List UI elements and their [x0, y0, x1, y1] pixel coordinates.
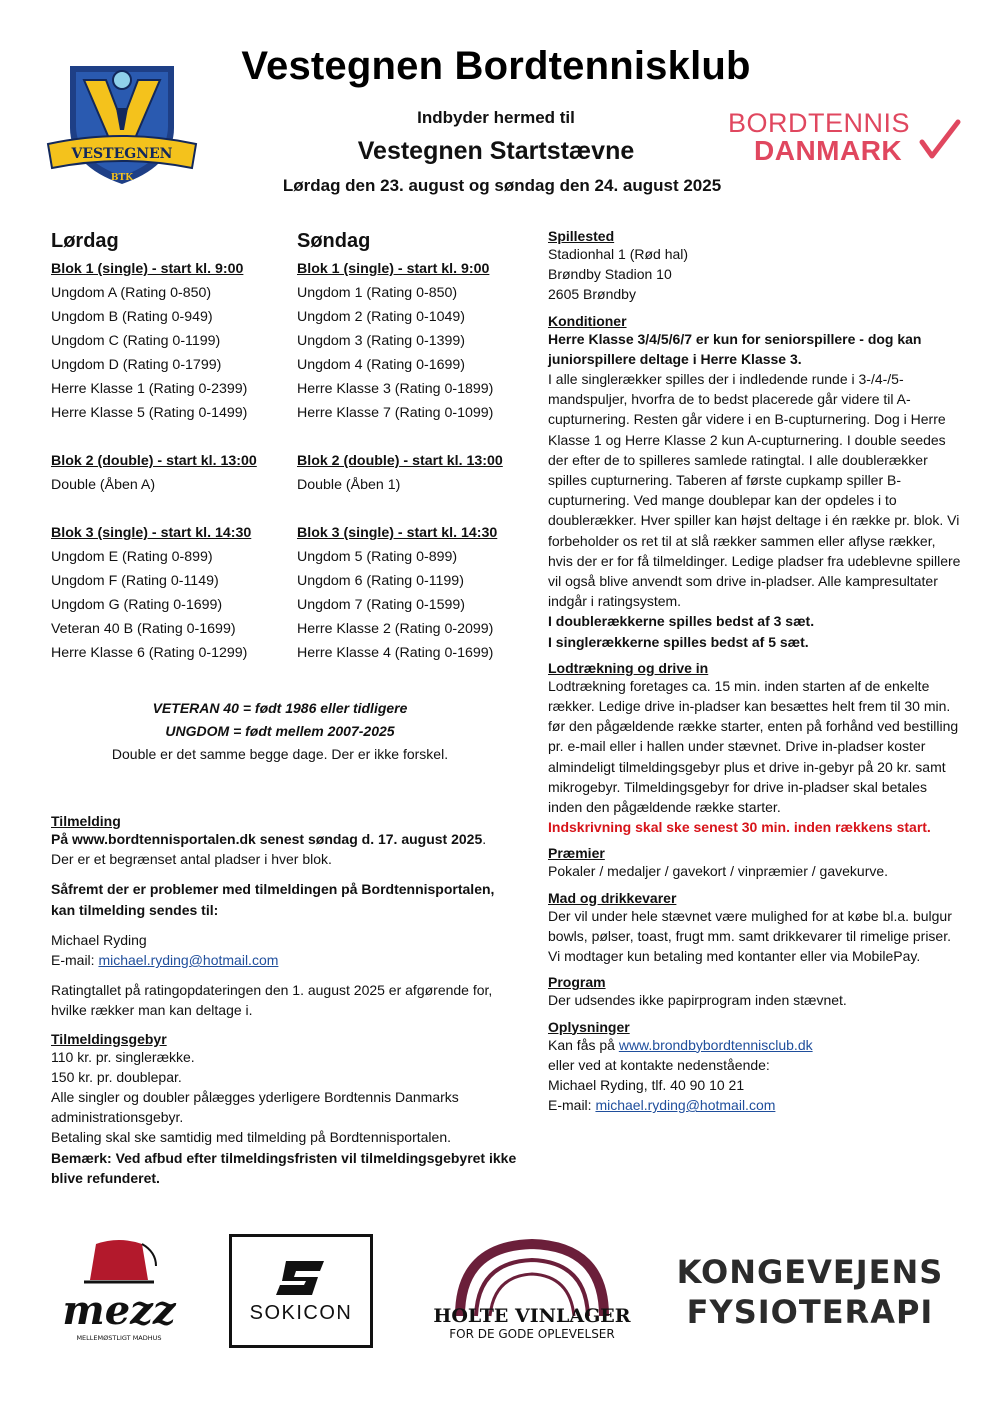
sat-block-3-title: Blok 3 (single) - start kl. 14:30 [51, 525, 252, 541]
spillested-heading: Spillested [548, 228, 615, 244]
tilmelding-portal: På www.bordtennisportalen.dk senest søndag d. 17. august 2025 [51, 831, 483, 847]
sokicon-logo [229, 1234, 373, 1348]
svg-text:BORDTENNIS: BORDTENNIS [728, 108, 911, 138]
sat-item: Herre Klasse 1 (Rating 0-2399) [51, 381, 248, 397]
veteran-note: VETERAN 40 = født 1986 eller tidligere [152, 700, 408, 716]
oplysninger-heading: Oplysninger [548, 1018, 630, 1035]
sun-item: Ungdom 6 (Rating 0-1199) [297, 573, 464, 589]
konditioner-intro: Herre Klasse 3/4/5/6/7 er kun for seniorspillere - dog kan juniorspillere deltage i Herre Klasse 3. [548, 330, 922, 367]
gebyr-payment: Betaling skal ske samtidig med tilmelding på Bordtennisportalen. [51, 1129, 451, 1146]
tilmelding-problem: Såfremt der er problemer med tilmeldingen på Bordtennisportalen, kan tilmelding sendes til: [51, 881, 495, 918]
sat-item: Herre Klasse 5 (Rating 0-1499) [51, 405, 248, 421]
konditioner-single-sets: I singlerækkerne spilles bedst af 5 sæt. [548, 633, 809, 650]
sat-item: Ungdom G (Rating 0-1699) [51, 597, 223, 613]
age-notes [50, 697, 510, 766]
event-name: Vestegnen Startstævne [357, 137, 635, 165]
svg-text:mezz: mezz [62, 1287, 176, 1334]
event-dates: Lørdag den 23. august og søndag den 24. august 2025 [282, 176, 722, 195]
sun-item: Ungdom 4 (Rating 0-1699) [297, 357, 465, 373]
sat-block-1-title: Blok 1 (single) - start kl. 9:00 [51, 261, 244, 277]
oplysninger-line2: eller ved at kontakte nedenstående: [548, 1056, 770, 1073]
contact-name: Michael Ryding [51, 931, 147, 948]
saturday-heading: Lørdag [51, 230, 119, 252]
info-column: Spillested Stadionhal 1 (Rød hal) Brøndby Stadion 10 2605 Brøndby Konditioner Herre Klasse 3/4/5/6/7 er kun for seniorspillere - dog kan juniorspillere deltage i Herre Klasse 3. I alle singlerækker spilles der i indledende runde i 3-/4-/5-mandspuljer, hvorfra de to bedst placerede går videre til A-cupturnering. Resten går videre i en B-cupturnering. Dog i Herre Klasse 1 og Herre Klasse 2 kun A-cupturnering. I double seedes der efter de to spilleres samlede ratingtal. I alle doublerækker spilles cupturnering. Taberen af første cupkamp spiller B-cupturnering. Ved mange doublepar kan der opdeles i to doublerækker. Hver spiller kan højst deltage i én række pr. blok. Vi forbeholder os ret til at slå rækker sammen eller aflyse rækker, hvis der er for få tilmeldinger. Ledige pladser fra udeblevne spillere vil også blive anvendt som drive in-pladser. Alle kampresultater indgår i ratingsystem. I doublerækkerne spilles bedst af 3 sæt. I singlerækkerne spilles bedst af 5 sæt. Lodtrækning og drive in Lodtrækning foretages ca. 15 min. inden starten af de enkelte rækker. Ledige drive in-pladser kan besættes helt frem til 30 min. før den pågældende række starter, enten på forhånd ved bestilling pr. e-mail eller i hallen under stævnet. Drive in-pladser koster almindeligt tilmeldingsgebyr plus et drive in-gebyr på 20 kr. samt mikrogebyr. Tilmeldingsgebyr for drive in-pladser skal betales inden den pågældende række starter. Indskrivning skal ske senest 30 min. inden rækkens start. Præmier Pokaler / medaljer / gavekort / vinpræmier / gavekurve. Mad og drikkevarer Der vil under hele stævnet være mulighed for at købe bl.a. bulgur bowls, pølser, toast, frugt mm. samt drikkevarer til rimelige priser. Vi modtager kun betaling med kontanter eller via MobilePay. Program Der udsendes ikke papirprogram inden stævnet. Oplysninger Kan fås på www.brondbybordtennisclub.dk eller ved at kontakte nedenstående: Michael Ryding, tlf. 40 90 10 21 E-mail: michael.ryding@hotmail.com [548, 228, 963, 1121]
tilmelding-heading: Tilmelding [51, 813, 121, 829]
sun-block-2-title: Blok 2 (double) - start kl. 13:00 [297, 453, 503, 469]
sat-item: Veteran 40 B (Rating 0-1699) [51, 621, 236, 637]
sun-item: Herre Klasse 7 (Rating 0-1099) [297, 405, 494, 421]
tilmelding-limit: Der er et begrænset antal pladser i hver blok. [51, 851, 332, 868]
venue-line: 2605 Brøndby [548, 286, 636, 303]
svg-text:DANMARK: DANMARK [754, 135, 903, 166]
sat-item: Ungdom D (Rating 0-1799) [51, 357, 222, 373]
sun-item: Herre Klasse 4 (Rating 0-1699) [297, 645, 494, 661]
invite-text: Indbyder hermed til [417, 108, 575, 127]
sat-item: Ungdom A (Rating 0-850) [51, 285, 212, 301]
mezz-logo [44, 1236, 194, 1346]
sat-item: Ungdom E (Rating 0-899) [51, 549, 213, 565]
mad-text: Der vil under hele stævnet være mulighed for at købe bl.a. bulgur bowls, pølser, toast, frugt mm. samt drikkevarer til rimelige priser. [548, 907, 952, 944]
program-heading: Program [548, 974, 606, 991]
sunday-heading: Søndag [297, 230, 371, 252]
holte-vinlager-logo [420, 1236, 644, 1346]
double-note: Double er det samme begge dage. Der er ikke forskel. [111, 746, 449, 762]
page-title: Vestegnen Bordtennisklub [241, 44, 751, 88]
club-logo-sub: BTK [110, 173, 134, 183]
kongevejens-fysioterapi-logo: KONGEVEJENS FYSIOTERAPI [676, 1253, 944, 1331]
gebyr-heading: Tilmeldingsgebyr [51, 1030, 167, 1047]
sat-item: Herre Klasse 6 (Rating 0-1299) [51, 645, 248, 661]
gebyr-single: 110 kr. pr. singlerække. [51, 1048, 195, 1065]
sun-item: Herre Klasse 2 (Rating 0-2099) [297, 621, 494, 637]
sponsor-bar [0, 1230, 992, 1350]
svg-text:HOLTE VINLAGER: HOLTE VINLAGER [433, 1305, 631, 1327]
ungdom-note: UNGDOM = født mellem 2007-2025 [165, 723, 395, 739]
lodtraekning-heading: Lodtrækning og drive in [548, 659, 709, 676]
sun-item: Double (Åben 1) [297, 477, 401, 493]
lodtraekning-deadline: Indskrivning skal ske senest 30 min. inden rækkens start. [548, 819, 931, 836]
sat-item: Double (Åben A) [51, 477, 156, 493]
sun-item: Herre Klasse 3 (Rating 0-1899) [297, 381, 494, 397]
konditioner-double-sets: I doublerækkerne spilles bedst af 3 sæt. [548, 613, 815, 630]
sat-item: Ungdom B (Rating 0-949) [51, 309, 213, 325]
mad-heading: Mad og drikkevarer [548, 889, 677, 906]
sun-item: Ungdom 1 (Rating 0-850) [297, 285, 458, 301]
gebyr-warning: Bemærk: Ved afbud efter tilmeldingsfristen vil tilmeldingsgebyret ikke blive refunderet. [51, 1149, 517, 1186]
sat-item: Ungdom C (Rating 0-1199) [51, 333, 221, 349]
contact-email-link[interactable]: michael.ryding@hotmail.com [98, 952, 279, 969]
rating-note: Ratingtallet på ratingopdateringen den 1. august 2025 er afgørende for, hvilke rækker man kan deltage i. [51, 982, 493, 1019]
sun-item: Ungdom 7 (Rating 0-1599) [297, 597, 465, 613]
konditioner-text: I alle singlerækker spilles der i indledende runde i 3-/4-/5-mandspuljer, hvorfra de to bedst placerede går videre til A-cupturnering. Resten går videre i en B-cupturnering. Dog i Herre Klasse 1 og Herre Klasse 2 kun A-cupturnering. I double seedes der efter de to spilleres samlede ratingtal. I alle doublerækker spilles cupturnering. Taberen af første cupkamp spiller B-cupturnering. Ved mange doublepar kan der opdeles i to doublerækker. Hver spiller kan højst deltage i én række pr. blok. Vi forbeholder os ret til at slå rækker sammen eller aflyse rækker, hvis der er for få tilmeldinger. Ledige pladser fra udeblevne spillere vil også blive anvendt som drive in-pladser. Alle kampresultater indgår i ratingsystem. [548, 371, 961, 610]
venue-line: Brøndby Stadion 10 [548, 266, 672, 283]
sat-item: Ungdom F (Rating 0-1149) [51, 573, 219, 589]
oplysninger-email-link[interactable]: michael.ryding@hotmail.com [595, 1097, 776, 1114]
svg-text:MELLEMØSTLIGT MADHUS: MELLEMØSTLIGT MADHUS [76, 1334, 162, 1342]
lodtraekning-text: Lodtrækning foretages ca. 15 min. inden starten af de enkelte rækker. Ledige drive in-pladser kan besættes helt frem til 30 min. før den pågældende række starter, enten på forhånd ved bestilling pr. e-mail eller i hallen under stævnet. Drive in-pladser koster almindeligt tilmeldingsgebyr plus et drive in-gebyr på 20 kr. samt mikrogebyr. Tilmeldingsgebyr for drive in-pladser skal betales inden den pågældende række starter. [548, 677, 959, 816]
sun-item: Ungdom 5 (Rating 0-899) [297, 549, 458, 565]
praemier-text: Pokaler / medaljer / gavekort / vinpræmier / gavekurve. [548, 863, 889, 880]
program-text: Der udsendes ikke papirprogram inden stævnet. [548, 992, 847, 1009]
gebyr-double: 150 kr. pr. doublepar. [51, 1068, 182, 1085]
svg-text:SOKICON: SOKICON [249, 1302, 353, 1324]
oplysninger-contact: Michael Ryding, tlf. 40 90 10 21 [548, 1076, 745, 1093]
sunday-column [297, 230, 537, 665]
sun-item: Ungdom 3 (Rating 0-1399) [297, 333, 465, 349]
sun-block-3-title: Blok 3 (single) - start kl. 14:30 [297, 525, 498, 541]
venue-line: Stadionhal 1 (Rød hal) [548, 246, 689, 262]
saturday-column [51, 230, 291, 665]
mad-payment: Vi modtager kun betaling med kontanter eller via MobilePay. [548, 948, 921, 965]
praemier-heading: Præmier [548, 845, 605, 862]
sun-item: Ungdom 2 (Rating 0-1049) [297, 309, 465, 325]
registration-section: Tilmelding På www.bordtennisportalen.dk senest søndag d. 17. august 2025. Der er et begrænset antal pladser i hver blok. Såfremt der er problemer med tilmeldingen på Bordtennisportalen, kan tilmelding sendes til: Michael Ryding E-mail: michael.ryding@hotmail.com Ratingtallet på ratingopdateringen den 1. august 2025 er afgørende for, hvilke rækker man kan deltage i. Tilmeldingsgebyr 110 kr. pr. singlerække. 150 kr. pr. doublepar. Alle singler og doubler pålægges yderligere Bordtennis Danmarks administrationsgebyr. Betaling skal ske samtidig med tilmelding på Bordtennisportalen. Bemærk: Ved afbud efter tilmeldingsfristen vil tilmeldingsgebyret ikke blive refunderet. [51, 813, 521, 1194]
club-logo-text: VESTEGNEN [71, 146, 173, 162]
konditioner-heading: Konditioner [548, 312, 627, 329]
club-website-link[interactable]: www.brondbybordtennisclub.dk [618, 1036, 813, 1053]
sun-block-1-title: Blok 1 (single) - start kl. 9:00 [297, 261, 490, 277]
gebyr-admin: Alle singler og doubler pålægges yderligere Bordtennis Danmarks administrationsgebyr. [51, 1089, 459, 1126]
svg-text:FOR DE GODE OPLEVELSER: FOR DE GODE OPLEVELSER [449, 1327, 615, 1341]
sat-block-2-title: Blok 2 (double) - start kl. 13:00 [51, 453, 257, 469]
